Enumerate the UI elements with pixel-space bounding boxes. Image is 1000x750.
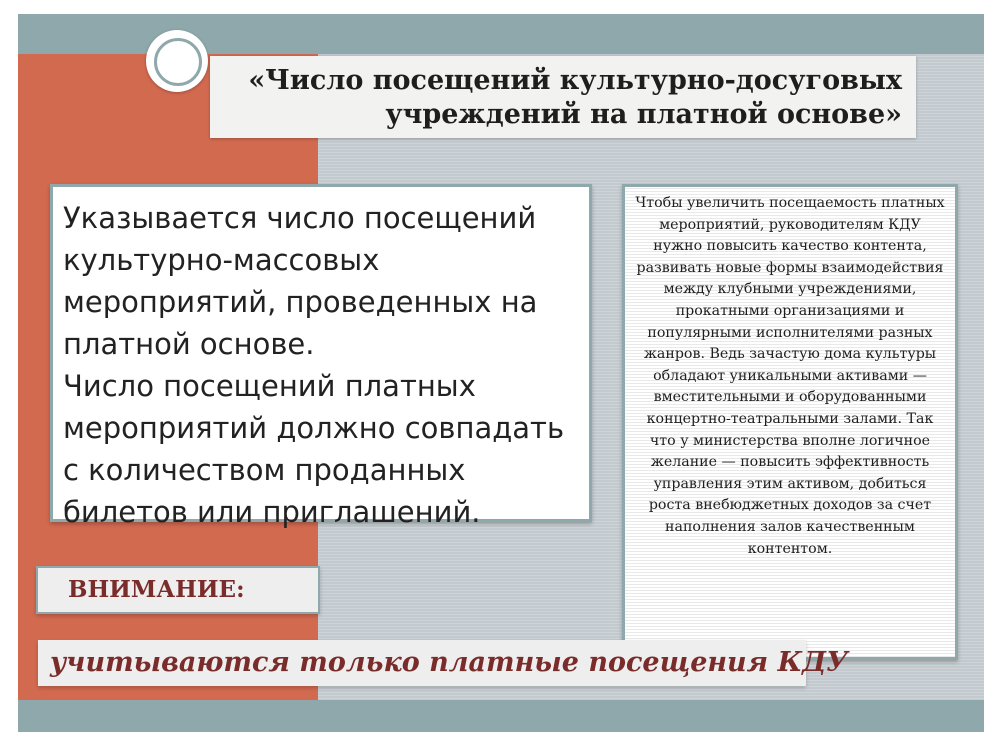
bottom-band [18,700,984,732]
note-text: учитываются только платные посещения КДУ [50,647,849,678]
title-box [210,56,916,138]
main-text-box [50,184,592,529]
note-box [38,640,849,686]
circle-ring [154,38,202,86]
attention-box [36,566,320,614]
main-text: Указывается число посещений культурно-массовых мероприятий, проведенных на платной основе. Число посещений платных мероприятий должно совпадать с количеством проданных билетов или приглашений. [63,201,565,529]
page-title: «Число посещений культурно-досуговых учреждений на платной основе» [248,65,902,130]
attention-label: ВНИМАНИЕ: [68,576,245,603]
side-text-box [622,184,958,660]
side-text: Чтобы увеличить посещаемость платных мероприятий, руководителям КДУ нужно повысить качество контента, развивать новые формы взаимодействия между клубными учреждениями, прокатными организациями и популярными исполнителями разных жанров. Ведь зачастую дома культуры обладают уникальными активами — вместительными и оборудованными концертно-театральными залами. Так что у министерства вполне логичное желание — повысить эффективность управления этим активом, добиться роста внебюджетных доходов за счет наполнения залов качественным контентом. [635,195,945,557]
circle-ornament-icon [146,30,208,92]
slide [18,14,984,732]
